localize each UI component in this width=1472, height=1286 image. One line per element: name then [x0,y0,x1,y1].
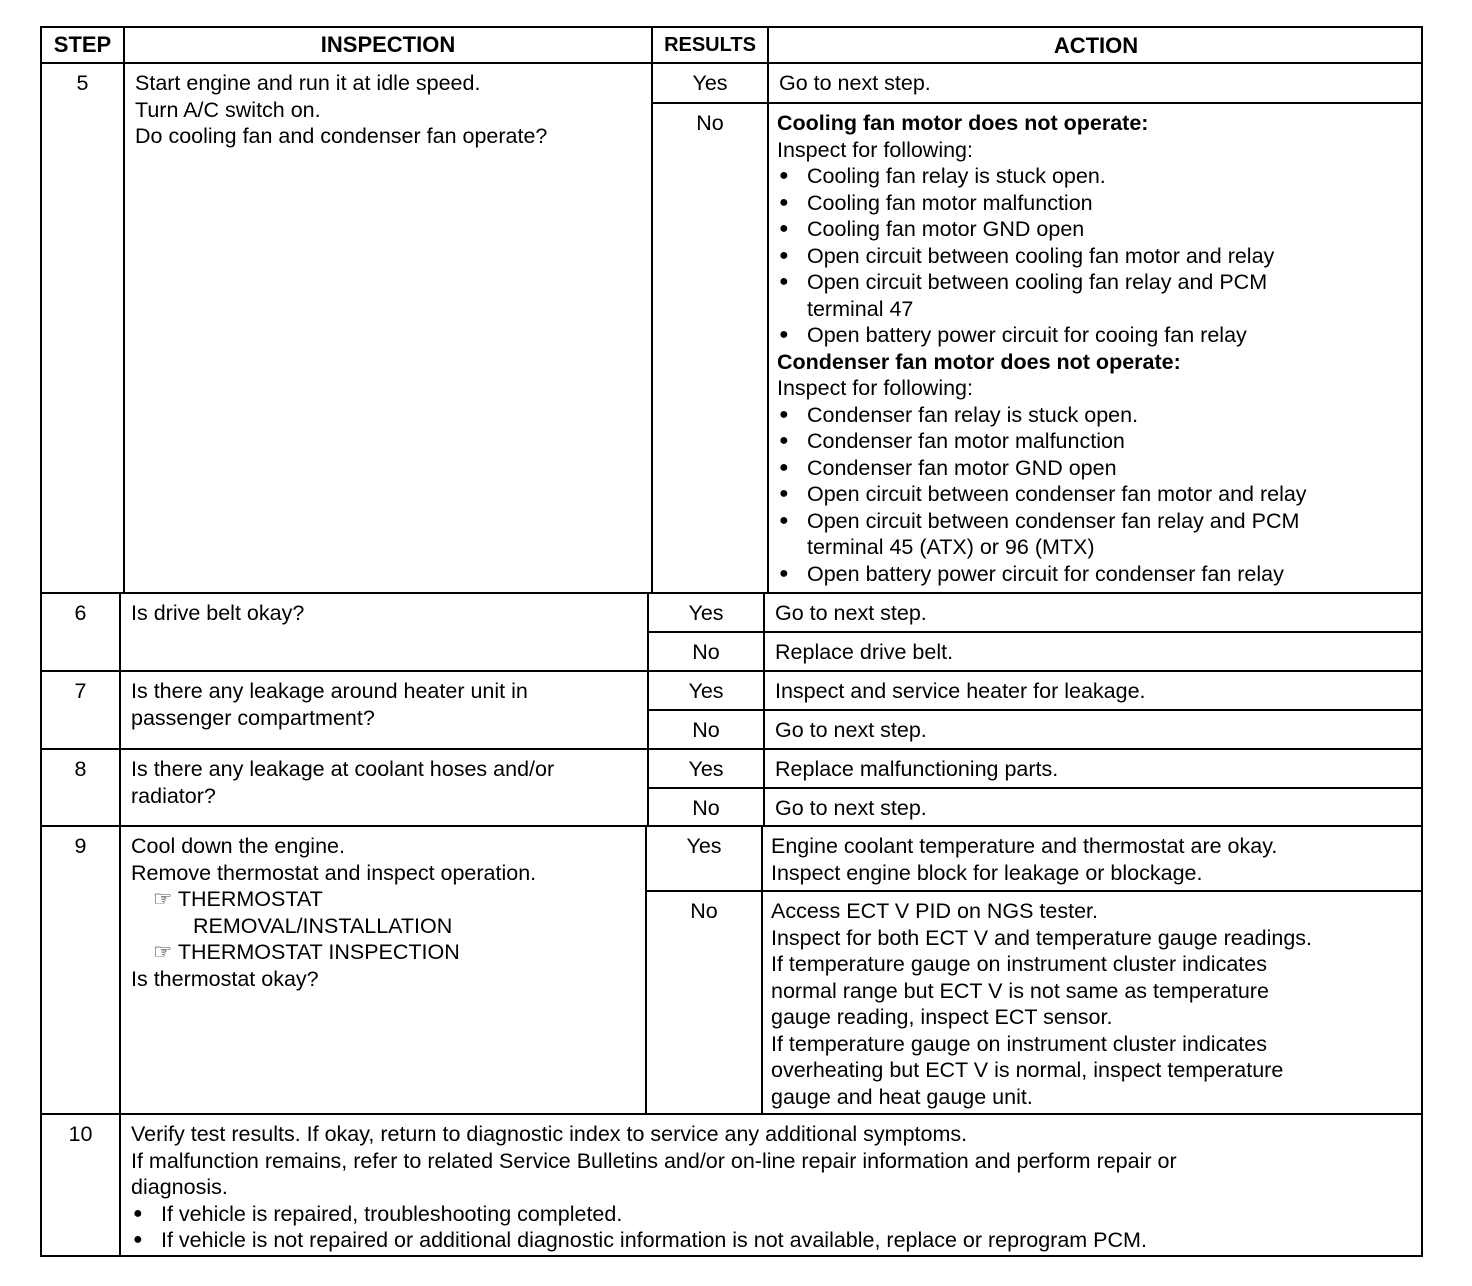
condenser-fan-intro: Inspect for following: [777,376,973,400]
inspection-line: Is there any leakage around heater unit in [131,679,528,703]
action-line: If temperature gauge on instrument cluster indicates [771,1031,1267,1056]
cooling-fan-item: ● Cooling fan relay is stuck open. [777,163,1423,190]
diagnostic-table [40,26,1423,1257]
step-7-yes-result: Yes [649,672,765,711]
step-8-yes-result: Yes [649,750,765,789]
ref-label-cont: REMOVAL/INSTALLATION [193,913,453,938]
step-6-no-action: Replace drive belt. [765,633,1423,672]
step-6-yes-result: Yes [649,594,765,633]
step-10-bullet: ● If vehicle is repaired, troubleshooting completed. [131,1201,1423,1228]
action-line: normal range but ECT V is not same as temperature [771,978,1269,1003]
ref-label: THERMOSTAT [177,887,323,911]
condenser-fan-item: ● Open circuit between condenser fan motor and relay [777,481,1423,508]
cooling-fan-intro: Inspect for following: [777,137,973,162]
header-action: ACTION [769,28,1423,64]
action-line: gauge and heat gauge unit. [771,1084,1033,1109]
step-5-no-action [769,104,1423,594]
condenser-fan-item: ● Open circuit between condenser fan relay and PCM [777,508,1423,535]
action-line: gauge reading, inspect ECT sensor. [771,1005,1113,1029]
inspection-line: Remove thermostat and inspect operation. [131,860,537,885]
step-10-bullet: ● If vehicle is not repaired or additional diagnostic information is not available, replace or reprogram PCM. [131,1227,1423,1254]
step-5-no-result: No [653,104,769,594]
cooling-fan-item-cont: terminal 47 [807,296,914,321]
step-8-no-result: No [649,789,765,827]
action-line: overheating but ECT V is normal, inspect temperature [771,1058,1284,1082]
action-line: Inspect engine block for leakage or blockage. [771,860,1203,885]
step-9-inspection [121,827,647,1115]
step-7-no-result: No [649,711,765,750]
inspection-line: radiator? [131,783,216,808]
step-9-no-result: No [647,892,763,1115]
header-results: RESULTS [653,28,769,64]
inspection-line: Start engine and run it at idle speed. [135,71,481,95]
step-9-no-action [763,892,1423,1115]
header-step: STEP [42,28,125,64]
step-8-yes-action: Replace malfunctioning parts. [765,750,1423,789]
step-5-number: 5 [42,64,125,594]
step-6-no-result: No [649,633,765,672]
step-10-line: Verify test results. If okay, return to diagnostic index to service any additional symptoms. [131,1122,968,1146]
condenser-fan-item: ● Open battery power circuit for condenser fan relay [777,561,1423,588]
action-line: Engine coolant temperature and thermostat are okay. [771,834,1278,858]
step-7-number: 7 [42,672,121,750]
cooling-fan-item: ● Cooling fan motor GND open [777,216,1423,243]
step-10-line: If malfunction remains, refer to related Service Bulletins and/or on-line repair information and perform repair or [131,1148,1177,1173]
step-6-yes-action: Go to next step. [765,594,1423,633]
step-8-inspection [121,750,649,827]
action-line: Inspect for both ECT V and temperature gauge readings. [771,925,1313,950]
condenser-fan-item-cont: terminal 45 (ATX) or 96 (MTX) [807,535,1095,559]
inspection-line: Is there any leakage at coolant hoses and/or [131,757,555,781]
ref-label: THERMOSTAT INSPECTION [177,940,460,964]
step-10-number: 10 [42,1115,121,1255]
cooling-fan-item: ● Open battery power circuit for cooing fan relay [777,322,1423,349]
step-7-yes-action: Inspect and service heater for leakage. [765,672,1423,711]
inspection-line: Cool down the engine. [131,834,345,858]
action-line: Access ECT V PID on NGS tester. [771,899,1098,923]
cooling-fan-heading: Cooling fan motor does not operate: [777,111,1149,135]
inspection-line: Do cooling fan and condenser fan operate? [135,124,548,148]
thermostat-inspection-ref[interactable] [131,939,645,966]
step-10-line: diagnosis. [131,1175,228,1199]
step-10-content [121,1115,1423,1255]
action-line: If temperature gauge on instrument cluster indicates [771,952,1267,976]
inspection-line: Is thermostat okay? [131,966,319,991]
cooling-fan-item: ● Cooling fan motor malfunction [777,190,1423,217]
cooling-fan-item: ● Open circuit between cooling fan relay and PCM [777,269,1423,296]
step-5-yes-action: Go to next step. [769,64,1423,104]
step-7-no-action: Go to next step. [765,711,1423,750]
step-5-yes-result: Yes [653,64,769,104]
step-9-yes-result: Yes [647,827,763,892]
step-9-yes-action [763,827,1423,892]
condenser-fan-item: ● Condenser fan motor malfunction [777,428,1423,455]
step-8-number: 8 [42,750,121,827]
step-8-no-action: Go to next step. [765,789,1423,827]
condenser-fan-item: ● Condenser fan relay is stuck open. [777,402,1423,429]
step-6-number: 6 [42,594,121,672]
header-inspection: INSPECTION [125,28,653,64]
step-5-inspection [125,64,653,594]
pointing-hand-icon: ☞ [153,887,173,911]
pointing-hand-icon: ☞ [153,940,173,964]
step-9-number: 9 [42,827,121,1115]
inspection-line: passenger compartment? [131,705,375,730]
thermostat-removal-ref[interactable] [131,886,645,913]
condenser-fan-heading: Condenser fan motor does not operate: [777,349,1181,374]
condenser-fan-item: ● Condenser fan motor GND open [777,455,1423,482]
inspection-line: Turn A/C switch on. [135,97,321,122]
step-7-inspection [121,672,649,750]
cooling-fan-item: ● Open circuit between cooling fan motor and relay [777,243,1423,270]
step-6-inspection: Is drive belt okay? [121,594,649,672]
